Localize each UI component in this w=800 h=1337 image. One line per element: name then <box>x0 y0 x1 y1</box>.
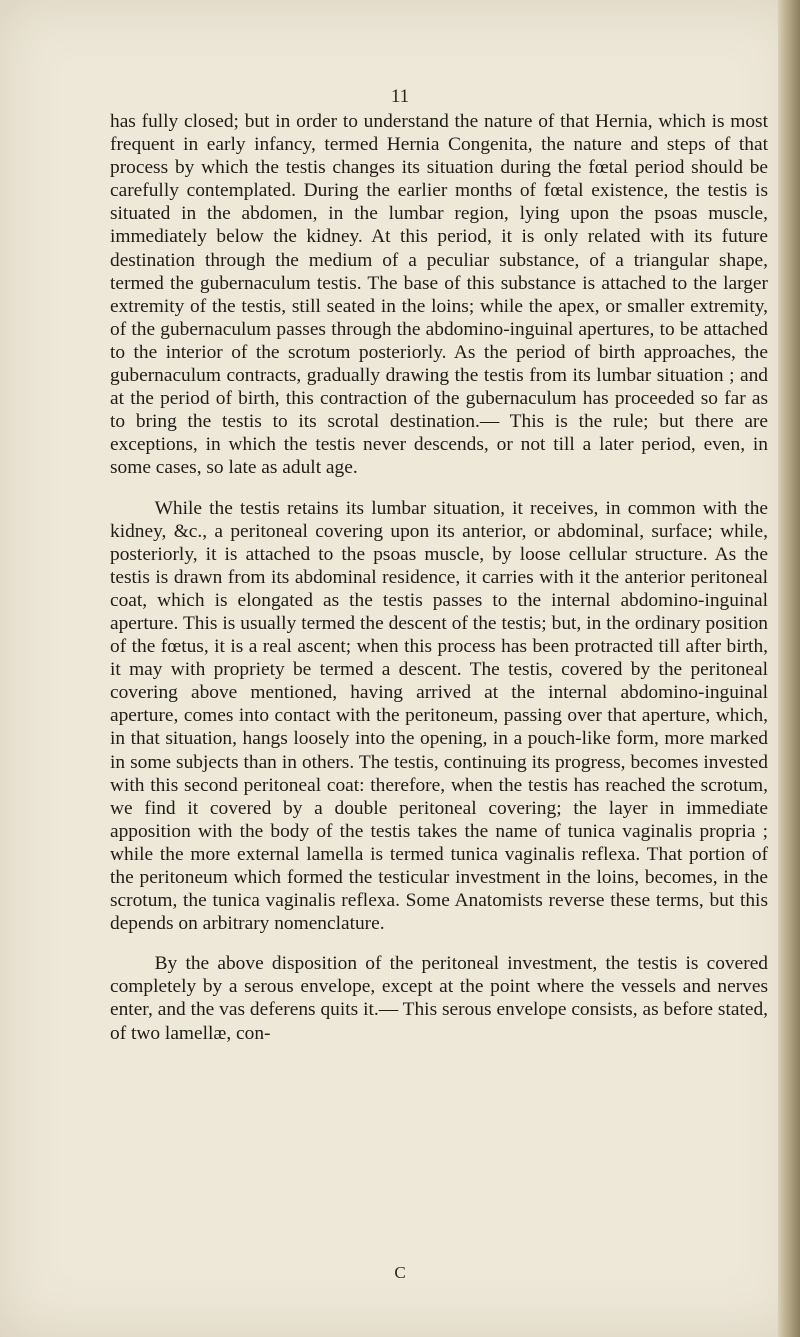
signature-mark: C <box>394 1263 406 1282</box>
page-number: 11 <box>390 86 410 107</box>
page-edge <box>778 0 800 1337</box>
body-text <box>110 110 768 1062</box>
paragraph-1: has fully closed; but in order to understand the nature of that Hernia, which is most frequent in early infancy, termed Hernia Congenita, the nature and steps of that process by which the testis changes its situation during the fœtal period should be carefully contemplated. During the earlier months of fœtal existence, the testis is situated in the abdomen, in the lumbar region, lying upon the psoas muscle, immediately below the kidney. At this period, it is only related with its future destination through the medium of a peculiar substance, of a triangular shape, termed the gubernaculum testis. The base of this substance is attached to the larger extremity of the testis, still seated in the loins; while the apex, or smaller extremity, of the gubernaculum passes through the abdomino-inguinal apertures, to be attached to the interior of the scrotum posteriorly. As the period of birth approaches, the gubernaculum contracts, gradually drawing the testis from its lumbar situation ; and at the period of birth, this contraction of the gubernaculum has proceeded so far as to bring the testis to its scrotal destination.— This is the rule; but there are exceptions, in which the testis never descends, or not till a later period, even, in some cases, so late as adult age. <box>110 111 768 479</box>
paragraph-3: By the above disposition of the peritoneal investment, the testis is covered completely by a serous envelope, except at the point where the vessels and nerves enter, and the vas deferens quits it.— This serous envelope consists, as before stated, of two lamellæ, con- <box>110 953 768 1044</box>
paragraph-2: While the testis retains its lumbar situation, it receives, in common with the kidney, &c., a peritoneal covering upon its anterior, or abdominal, surface; while, posteriorly, it is attached to the psoas muscle, by loose cellular structure. As the testis is drawn from its abdominal residence, it carries with it the anterior peritoneal coat, which is elongated as the testis passes to the internal abdomino-inguinal aperture. This is usually termed the descent of the testis; but, in the ordinary position of the fœtus, it is a real ascent; when this process has been protracted till after birth, it may with propriety be termed a descent. The testis, covered by the peritoneal covering above mentioned, having arrived at the internal abdomino-inguinal aperture, comes into contact with the peritoneum, passing over that aperture, which, in that situation, hangs loosely into the opening, in a pouch-like form, more marked in some subjects than in others. The testis, continuing its progress, becomes invested with this second peritoneal coat: therefore, when the testis has reached the scrotum, we find it covered by a double peritoneal covering; the layer in immediate apposition with the body of the testis takes the name of tunica vaginalis propria ; while the more external lamella is termed tunica vaginalis reflexa. That portion of the peritoneum which formed the testicular investment in the loins, becomes, in the scrotum, the tunica vaginalis reflexa. Some Anatomists reverse these terms, but this depends on arbitrary nomenclature. <box>110 497 768 935</box>
